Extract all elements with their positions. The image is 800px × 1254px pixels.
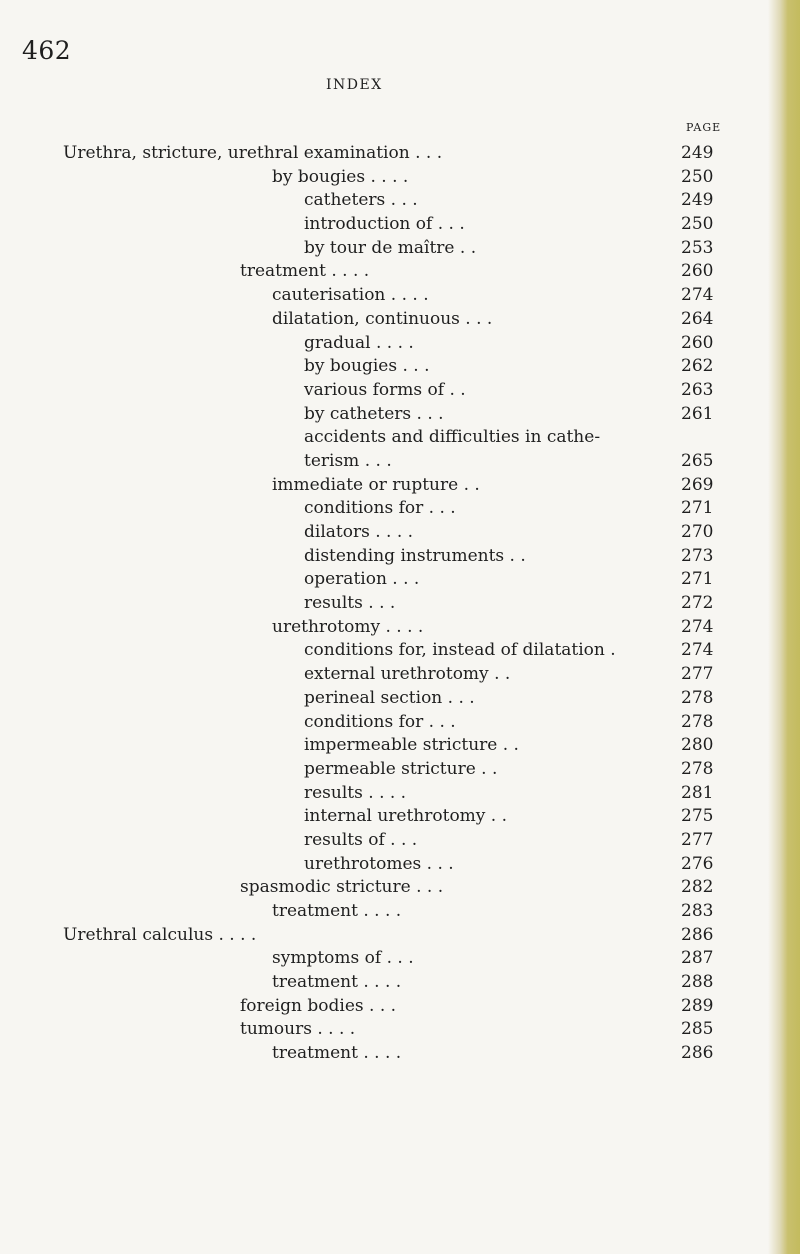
index-entry-text: terism . . .: [304, 450, 392, 471]
index-entry-page: 274: [681, 285, 714, 306]
index-entry-text: results of . . .: [304, 829, 418, 850]
index-entry-text: by bougies . . .: [304, 356, 430, 377]
index-entry-text: urethrotomy . . . .: [272, 616, 424, 637]
page-edge-shadow: [768, 0, 800, 1254]
index-entry: [0, 284, 760, 308]
index-entry-text: various forms of . .: [304, 379, 466, 400]
index-entry: [0, 1018, 760, 1042]
index-entry: [0, 663, 760, 687]
index-entry: [0, 995, 760, 1019]
index-entry-page: 265: [681, 450, 714, 471]
index-entry-page: 269: [681, 474, 714, 495]
index-entry-page: 271: [681, 569, 714, 590]
index-entry: [0, 758, 760, 782]
index-entry-text: accidents and difficulties in cathe-: [304, 427, 601, 448]
index-entry-page: 282: [681, 877, 714, 898]
index-entry: [0, 782, 760, 806]
index-entry-text: conditions for . . .: [304, 498, 456, 519]
index-entry: [0, 497, 760, 521]
index-entry-text: operation . . .: [304, 569, 420, 590]
index-entry: [0, 166, 760, 190]
index-entry-page: 287: [681, 948, 714, 969]
index-entry-page: 277: [681, 664, 714, 685]
index-entry-page: 250: [681, 166, 714, 187]
index-entry: [0, 213, 760, 237]
index-entry-text: dilatation, continuous . . .: [272, 308, 493, 329]
index-entry-page: 280: [681, 735, 714, 756]
index-entry-page: 253: [681, 237, 714, 258]
index-entry-page: 260: [681, 332, 714, 353]
index-entry-text: treatment . . . .: [272, 901, 402, 921]
index-entry: [0, 474, 760, 498]
index-entry-text: dilators . . . .: [304, 522, 414, 542]
index-entry: [0, 853, 760, 877]
index-entry-page: 264: [681, 308, 714, 329]
index-entry-page: 285: [681, 1019, 714, 1040]
index-entry-text: symptoms of . . .: [272, 948, 414, 969]
index-entry-text: gradual . . . .: [304, 332, 414, 353]
index-entry-page: 262: [681, 356, 714, 377]
index-entry-page: 271: [681, 498, 714, 519]
index-entry-page: 249: [681, 190, 714, 211]
index-entry: [0, 403, 760, 427]
index-entry-text: conditions for . . .: [304, 711, 456, 732]
index-entry-page: 278: [681, 758, 714, 779]
index-entry: [0, 426, 760, 450]
index-entry-page: 286: [681, 924, 714, 945]
page-column-label: PAGE: [686, 121, 722, 134]
index-entry: [0, 592, 760, 616]
index-entry: [0, 568, 760, 592]
index-entry-text: treatment . . . .: [240, 261, 370, 282]
index-entry: [0, 450, 760, 474]
index-entry-page: 275: [681, 806, 714, 827]
index-entry: [0, 639, 760, 663]
index-entry-text: treatment . . . .: [272, 1043, 402, 1064]
index-entry: [0, 1042, 760, 1066]
index-entry-text: urethrotomes . . .: [304, 853, 454, 874]
index-entry-text: results . . . .: [304, 782, 407, 803]
index-entry-page: 270: [681, 522, 714, 542]
index-entry-page: 288: [681, 972, 714, 993]
index-entry: [0, 687, 760, 711]
index-entry: [0, 237, 760, 261]
index-entry: [0, 829, 760, 853]
index-entry-text: distending instruments . .: [304, 545, 526, 566]
index-entry-page: 272: [681, 593, 714, 614]
page-number: 462: [22, 36, 72, 65]
index-entry-text: by bougies . . . .: [272, 166, 409, 187]
index-entry-text: conditions for, instead of dilatation .: [304, 640, 616, 661]
index-entry-text: Urethral calculus . . . .: [63, 924, 257, 945]
index-entry-text: impermeable stricture . .: [304, 735, 519, 756]
index-entry: [0, 142, 760, 166]
index-entry: [0, 947, 760, 971]
index-entry: [0, 260, 760, 284]
index-entry: [0, 900, 760, 924]
index-entry-text: immediate or rupture . .: [272, 474, 480, 495]
index-entry-page: 277: [681, 829, 714, 850]
index-entry-page: 250: [681, 214, 714, 235]
index-entry-page: 261: [681, 403, 714, 424]
index-entry-page: 249: [681, 143, 714, 163]
index-entry-text: spasmodic stricture . . .: [240, 877, 444, 898]
index-entries: [0, 142, 760, 1066]
index-entry-text: results . . .: [304, 593, 396, 614]
index-entry-page: 274: [681, 640, 714, 661]
index-entry-page: 260: [681, 261, 714, 282]
index-entry-text: foreign bodies . . .: [240, 995, 397, 1016]
index-entry-page: 283: [681, 901, 714, 921]
index-entry-text: introduction of . . .: [304, 214, 465, 235]
index-entry-text: cauterisation . . . .: [272, 285, 429, 306]
index-entry-page: 278: [681, 687, 714, 708]
index-entry: [0, 189, 760, 213]
index-entry: [0, 545, 760, 569]
index-entry-page: 289: [681, 995, 714, 1016]
index-entry-text: Urethra, stricture, urethral examination . . .: [63, 143, 443, 163]
index-entry: [0, 332, 760, 356]
index-entry-text: by catheters . . .: [304, 403, 444, 424]
index-entry: [0, 924, 760, 948]
index-entry: [0, 711, 760, 735]
index-entry-text: catheters . . .: [304, 190, 418, 211]
index-entry-text: internal urethrotomy . .: [304, 806, 508, 827]
index-entry-page: 286: [681, 1043, 714, 1064]
index-entry-page: 276: [681, 853, 714, 874]
index-entry: [0, 355, 760, 379]
index-entry: [0, 379, 760, 403]
index-entry-page: 274: [681, 616, 714, 637]
index-entry: [0, 971, 760, 995]
index-entry: [0, 521, 760, 545]
index-entry: [0, 308, 760, 332]
index-entry-page: 281: [681, 782, 714, 803]
index-entry: [0, 734, 760, 758]
index-entry-text: tumours . . . .: [240, 1019, 356, 1040]
index-entry-text: by tour de maître . .: [304, 237, 477, 258]
index-entry-page: 278: [681, 711, 714, 732]
index-entry: [0, 805, 760, 829]
index-entry-text: treatment . . . .: [272, 972, 402, 993]
index-entry-text: perineal section . . .: [304, 687, 475, 708]
running-head: INDEX: [326, 77, 383, 93]
index-entry-text: external urethrotomy . .: [304, 664, 511, 685]
index-entry: [0, 616, 760, 640]
index-entry-text: permeable stricture . .: [304, 758, 498, 779]
index-entry-page: 273: [681, 545, 714, 566]
index-entry-page: 263: [681, 379, 714, 400]
index-entry: [0, 876, 760, 900]
